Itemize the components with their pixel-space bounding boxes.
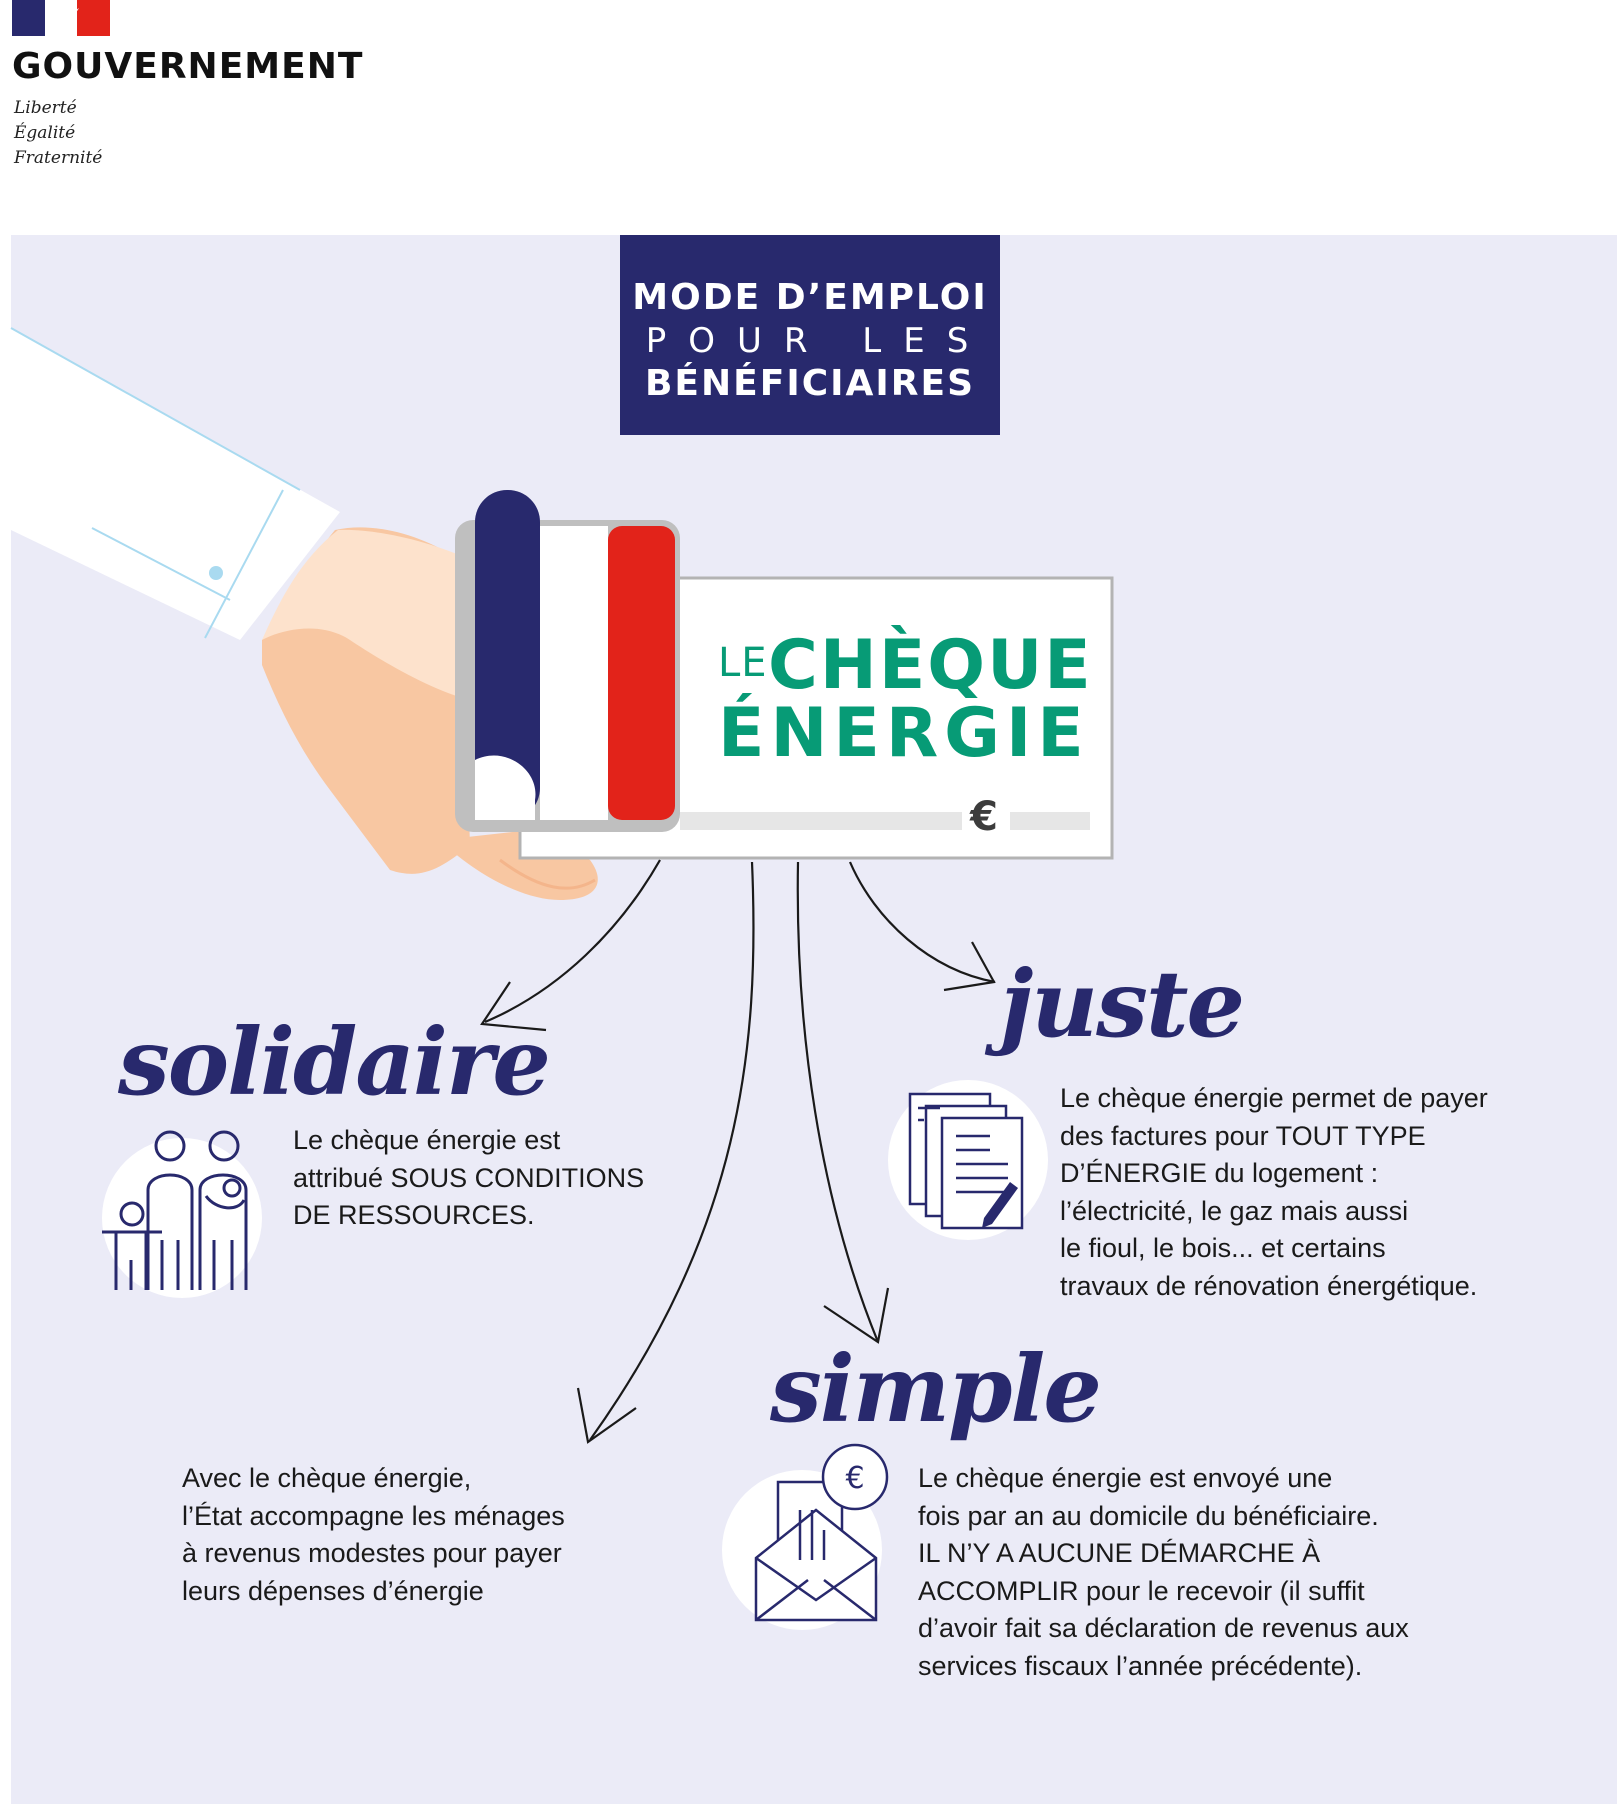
text-line: l’électricité, le gaz mais aussi (1060, 1195, 1409, 1226)
cheque-word-2: ÉNERGIE (718, 694, 1090, 773)
text-line: services fiscaux l’année précédente). (918, 1650, 1363, 1681)
documents-pen-icon (888, 1080, 1048, 1240)
text-line: l’État accompagne les ménages (182, 1500, 565, 1531)
title-line-2: POUR LES (645, 321, 991, 361)
text-line: d’avoir fait sa déclaration de revenus aux (918, 1613, 1409, 1643)
paragraph-bottom (182, 1460, 642, 1610)
text-line: ACCOMPLIR pour le recevoir (il suffit (918, 1575, 1365, 1606)
text-line: travaux de rénovation énergétique. (1060, 1270, 1478, 1301)
arrow-simple-head (824, 1288, 888, 1342)
text-line: fois par an au domicile du bénéficiaire. (918, 1500, 1379, 1531)
paragraph-juste (1060, 1080, 1560, 1305)
text-line: leurs dépenses d’énergie (182, 1575, 484, 1606)
family-icon (102, 1132, 262, 1298)
cheque-euro-symbol: € (970, 794, 998, 840)
title-line-3: BÉNÉFICIAIRES (644, 363, 976, 404)
envelope-euro-icon (722, 1445, 887, 1630)
text-line: D’ÉNERGIE du logement : (1060, 1158, 1379, 1188)
heading-simple: simple (770, 1335, 1100, 1443)
motto-line: Fraternité (14, 148, 103, 168)
title-box (620, 235, 1000, 435)
text-line: Le chèque énergie permet de payer (1060, 1083, 1488, 1113)
heading-juste: juste (1000, 950, 1243, 1058)
motto-line: Égalité (14, 123, 76, 143)
heading-solidaire: solidaire (118, 1008, 549, 1116)
cheque-word-1: CHÈQUE (768, 626, 1093, 705)
paragraph-simple (918, 1460, 1498, 1685)
arrow-juste (850, 862, 995, 982)
text-line: Avec le chèque énergie, (182, 1463, 472, 1493)
text-line: attribué SOUS CONDITIONS (293, 1162, 645, 1193)
euro-symbol: € (845, 1461, 865, 1496)
text-line: le fioul, le bois... et certains (1060, 1233, 1386, 1263)
arrow-simple (798, 862, 878, 1342)
cheque-prefix: LE (718, 640, 768, 686)
text-line: DE RESSOURCES. (293, 1200, 535, 1230)
text-line: Le chèque énergie est (293, 1125, 561, 1155)
arrow-juste-head (944, 942, 994, 990)
text-line: Le chèque énergie est envoyé une (918, 1463, 1333, 1493)
paragraph-solidaire (293, 1122, 713, 1235)
text-line: des factures pour TOUT TYPE (1060, 1120, 1426, 1151)
text-line: à revenus modestes pour payer (182, 1538, 562, 1568)
motto-line: Liberté (14, 98, 77, 118)
text-line: IL N’Y A AUCUNE DÉMARCHE À (918, 1538, 1321, 1568)
title-line-1: MODE D’EMPLOI (632, 277, 988, 318)
org-name: GOUVERNEMENT (12, 46, 364, 87)
